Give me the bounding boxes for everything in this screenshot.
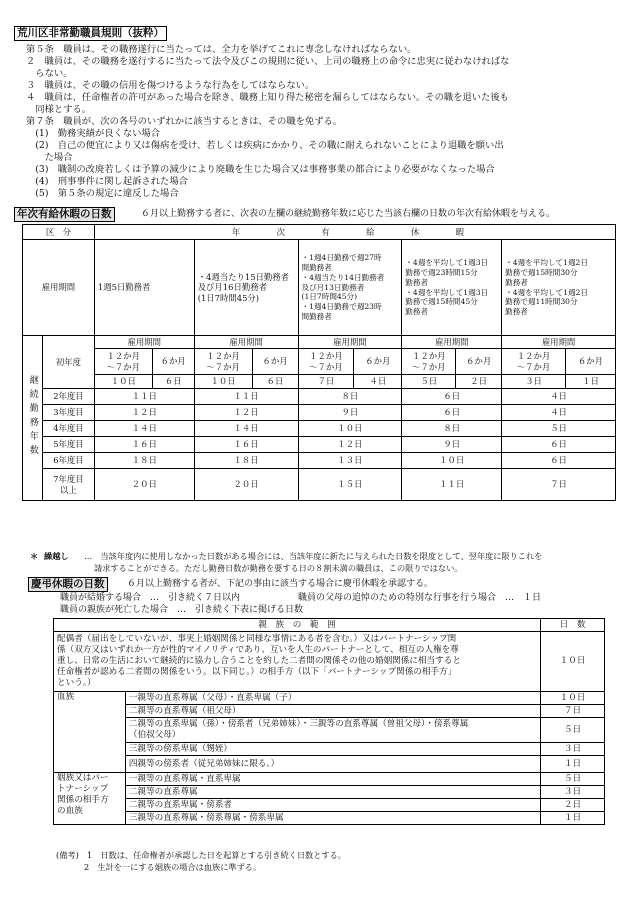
category-text: ・1週4日勤務で週23時 xyxy=(301,302,382,312)
table-row xyxy=(54,632,605,692)
category-text: (1日7時間45分) xyxy=(301,292,358,302)
year-label: 5年度目 xyxy=(42,437,94,453)
section3-line: 職員の親族が死亡した場合 … 引き続く下表に掲げる日数 xyxy=(60,605,304,615)
category-text: 勤務者 xyxy=(505,307,528,317)
category-text: 勤務で週11時間30分 xyxy=(505,297,578,307)
days-cell: ５日 xyxy=(541,718,605,743)
period-cell: １２か月 ～７か月 xyxy=(94,349,152,375)
article-line: (5) 第５条の規定に違反した場合 xyxy=(26,188,179,199)
days-cell: ９日 xyxy=(298,405,402,421)
relation-cell: 二親等の直系尊属（祖父母） xyxy=(125,705,540,718)
category-text: ・4週を平均して1週3日 xyxy=(405,258,489,268)
koyou-kikan-sub: 雇用期間 xyxy=(298,336,402,349)
days-cell: ８日 xyxy=(298,389,402,405)
days-cell: １日 xyxy=(566,375,616,389)
remark-line: (備考) 1 日数は、任命権者が承認した日を起算とする引き続く日数とする。 xyxy=(56,850,346,860)
note-term: 繰越し xyxy=(44,551,69,561)
category-cell xyxy=(298,240,402,336)
days-cell: １０日 xyxy=(194,375,252,389)
days-cell: ５日 xyxy=(402,375,456,389)
header-nenji: 年 次 有 給 休 暇 xyxy=(94,225,615,240)
keizoku-label: 継続勤務年数 xyxy=(23,336,43,501)
days-cell: １日 xyxy=(541,812,605,825)
table-row xyxy=(23,469,616,501)
category-text: 及び月16日勤務者 xyxy=(197,282,267,293)
days-cell: １０日 xyxy=(94,375,152,389)
days-cell: ２日 xyxy=(456,375,502,389)
category-text: 勤務者 xyxy=(405,277,429,287)
category-cell xyxy=(502,240,616,336)
note-line: 請求することができる。ただし勤務日数が勤務を要する日の８割未満の職員は、この限りではない。 xyxy=(94,563,463,573)
period-cell: ６か月 xyxy=(354,349,402,375)
days-cell: ５日 xyxy=(502,421,616,437)
category-text: ・1週4日勤務で週27時 xyxy=(301,253,382,263)
category-text: ・4週を平均して1週2日 xyxy=(505,287,588,297)
table-row xyxy=(54,756,605,773)
category-text: ・4週当たり14日勤務者 xyxy=(301,272,385,282)
days-cell: ９日 xyxy=(402,437,502,453)
relation-cell: 一親等の直系尊属・直系卑属 xyxy=(125,773,540,786)
days-cell: ７日 xyxy=(502,469,616,501)
relation-cell: 二親等の直系卑属（孫）・傍系者（兄弟姉妹）・三親等の直系尊属（曽祖父母）・傍系尊属 （伯叔父母） xyxy=(125,718,540,743)
article-line: 第５条 職員は、その職務遂行に当たっては、全力を挙げてこれに専念しなければならない。 xyxy=(26,44,417,55)
days-cell: ６日 xyxy=(502,437,616,453)
article-line: ３ 職員は、その職の信用を傷つけるような行為をしてはならない。 xyxy=(26,80,315,91)
article-line: ２ 職員は、その職務を遂行するに当たって法令及びこの規則に従い、上司の職務上の命令に忠実に従わなければな xyxy=(26,56,510,67)
table-row xyxy=(54,812,605,825)
category-cell xyxy=(194,240,298,336)
table-row xyxy=(23,421,616,437)
days-cell: １３日 xyxy=(298,453,402,469)
category-cell xyxy=(94,240,194,336)
table-row xyxy=(54,692,605,705)
section3-line: 職員の父母の追悼のための特別な行事を行う場合 … １日 xyxy=(298,593,542,603)
header-kubun: 区 分 xyxy=(23,225,95,240)
relation-cell: 一親等の直系尊属（父母）・直系卑属（子） xyxy=(125,692,540,705)
table-row xyxy=(23,405,616,421)
article-line: ４ 職員は、任命権者の許可があった場合を除き、職務上知り得た秘密を漏らしてはならない。その職を退いた後も xyxy=(26,92,509,103)
table-row xyxy=(54,773,605,786)
spouse-cell: 配偶者（届出をしていないが、事実上婚姻関係と同様な事情にある者を含む。）又はパートナーシップ関 係（双方又はいずれか一方が性的マイノリティであり、互いを人生のパートナーとして、相互の人権を尊 重し、日常の生活において継続的に協力し合うことを約した二者間の関係その他の婚姻関係に相当すると 任命権者が認める二者間の関係をいう。以下同じ。）の相手方（以下「パートナーシップ関係の相手方」 という。） xyxy=(54,632,541,692)
section3-line: 職員が結婚する場合 … 引き続く７日以内 xyxy=(60,593,241,603)
category-text: ・4週を平均して1週3日 xyxy=(405,287,489,297)
section3-title: 慶弔休暇の日数 xyxy=(28,577,108,592)
days-cell: ４日 xyxy=(354,375,402,389)
category-text: 勤務者 xyxy=(405,307,429,317)
days-cell: １８日 xyxy=(194,453,298,469)
days-cell: ６日 xyxy=(402,389,502,405)
annual-leave-table xyxy=(22,224,616,501)
days-cell: １６日 xyxy=(194,437,298,453)
table-row xyxy=(23,389,616,405)
period-cell: ６か月 xyxy=(456,349,502,375)
days-cell: ４日 xyxy=(502,405,616,421)
header-days: 日 数 xyxy=(541,619,605,632)
period-cell: １２か月 ～７か月 xyxy=(298,349,354,375)
koyou-kikan-label: 雇用期間 xyxy=(23,240,95,336)
days-cell: １１日 xyxy=(402,469,502,501)
days-cell: １１日 xyxy=(194,389,298,405)
period-cell: ６か月 xyxy=(152,349,194,375)
table-row xyxy=(23,453,616,469)
days-cell: １０日 xyxy=(541,632,605,692)
category-text: ・4週当たり15日勤務者 xyxy=(197,271,290,282)
year-label: 3年度目 xyxy=(42,405,94,421)
days-cell: ３日 xyxy=(541,743,605,756)
category-text: ・4週を平均して1週2日 xyxy=(505,258,588,268)
days-cell: ５日 xyxy=(541,773,605,786)
period-cell: １２か月 ～７か月 xyxy=(402,349,456,375)
year-label: 6年度目 xyxy=(42,453,94,469)
relation-cell: 三親等の直系尊属・傍系尊属・傍系卑属 xyxy=(125,812,540,825)
days-cell: １４日 xyxy=(194,421,298,437)
koyou-kikan-sub: 雇用期間 xyxy=(402,336,502,349)
remark-line: 2 生計を一にする姻族の場合は血族に準ずる。 xyxy=(84,862,262,872)
category-text: 勤務者 xyxy=(505,277,528,287)
inlaw-label: 姻族又はパー トナーシップ 関係の相手方 の血族 xyxy=(54,773,126,825)
article-line: (4) 刑事事件に関し起訴された場合 xyxy=(26,176,188,187)
article-line: (2) 自己の便宜により又は傷病を受け、若しくは疾病にかかり、その職に耐えられないことにより退職を願い出 xyxy=(26,140,504,151)
category-text: 勤務で週15時間30分 xyxy=(505,267,578,277)
table-row xyxy=(23,437,616,453)
days-cell: ３日 xyxy=(541,786,605,799)
days-cell: １日 xyxy=(541,756,605,773)
days-cell: ８日 xyxy=(402,421,502,437)
days-cell: １８日 xyxy=(94,453,194,469)
days-cell: ２日 xyxy=(541,799,605,812)
days-cell: ２０日 xyxy=(194,469,298,501)
section1-title: 荒川区非常勤職員規則（抜粋） xyxy=(14,26,167,41)
days-cell: ７日 xyxy=(541,705,605,718)
days-cell: ３日 xyxy=(502,375,566,389)
period-cell: ６か月 xyxy=(252,349,298,375)
article-line: た場合 xyxy=(26,152,73,163)
category-text: 勤務で週15時間45分 xyxy=(405,297,478,307)
article-line: らない。 xyxy=(26,68,73,79)
section3-desc: ６月以上勤務する者が、下記の事由に該当する場合に慶弔休暇を承認する。 xyxy=(127,579,434,589)
days-cell: １０日 xyxy=(541,692,605,705)
condolence-leave-table xyxy=(53,618,605,825)
article-line: (3) 職制の改廃若しくは予算の減少により廃職を生じた場合又は事務事業の都合により必要がなくなった場合 xyxy=(26,164,495,175)
category-text: 及び月13日勤務者 xyxy=(301,282,365,292)
days-cell: １２日 xyxy=(298,437,402,453)
period-cell: １２か月 ～７か月 xyxy=(502,349,566,375)
days-cell: ６日 xyxy=(152,375,194,389)
category-text: 勤務で週23時間15分 xyxy=(405,267,478,277)
note-line: … 当該年度内に使用しなかった日数がある場合には、当該年度に新たに与えられた日数を限度として、翌年度に限りこれを xyxy=(84,551,543,561)
period-cell: １２か月 ～７か月 xyxy=(194,349,252,375)
days-cell: １０日 xyxy=(298,421,402,437)
period-cell: ６か月 xyxy=(566,349,616,375)
article-line: 同様とする。 xyxy=(26,104,92,115)
days-cell: １６日 xyxy=(94,437,194,453)
category-cell xyxy=(402,240,502,336)
days-cell: １５日 xyxy=(298,469,402,501)
article-line: 第７条 職員が、次の各号のいずれかに該当するときは、その職を免ずる。 xyxy=(26,116,343,127)
year-label: 7年度目 以上 xyxy=(42,469,94,501)
note-star: ＊ xyxy=(30,551,39,561)
days-cell: ７日 xyxy=(298,375,354,389)
shonendo-label: 初年度 xyxy=(42,336,94,389)
section2-desc: ６月以上勤務する者に、次表の左欄の継続勤務年数に応じた当該右欄の日数の年次有給休暇を与える。 xyxy=(141,209,556,219)
category-text: (1日7時間45分) xyxy=(197,292,260,303)
days-cell: ６日 xyxy=(402,405,502,421)
year-label: 4年度目 xyxy=(42,421,94,437)
relation-cell: 二親等の直系尊属 xyxy=(125,786,540,799)
days-cell: ６日 xyxy=(252,375,298,389)
category-text: 間勤務者 xyxy=(301,311,332,321)
year-label: 2年度目 xyxy=(42,389,94,405)
days-cell: １２日 xyxy=(94,405,194,421)
days-cell: ６日 xyxy=(502,453,616,469)
table-row xyxy=(54,718,605,743)
category-text: 間勤務者 xyxy=(301,263,332,272)
koyou-kikan-sub: 雇用期間 xyxy=(94,336,194,349)
koyou-kikan-sub: 雇用期間 xyxy=(194,336,298,349)
relation-cell: 二親等の直系卑属・傍系者 xyxy=(125,799,540,812)
days-cell: １２日 xyxy=(194,405,298,421)
blood-label: 血族 xyxy=(54,692,126,773)
table-row xyxy=(54,705,605,718)
table-row xyxy=(54,786,605,799)
days-cell: ２０日 xyxy=(94,469,194,501)
article-line: (1) 勤務実績が良くない場合 xyxy=(26,128,161,139)
relation-cell: 三親等の傍系卑属（甥姪） xyxy=(125,743,540,756)
days-cell: ４日 xyxy=(502,389,616,405)
koyou-kikan-sub: 雇用期間 xyxy=(502,336,616,349)
section2-title: 年次有給休暇の日数 xyxy=(14,207,115,222)
days-cell: １０日 xyxy=(402,453,502,469)
header-range: 親 族 の 範 囲 xyxy=(54,619,541,632)
category-text: 1週5日勤務者 xyxy=(97,282,151,293)
days-cell: １１日 xyxy=(94,389,194,405)
relation-cell: 四親等の傍系者（従兄弟姉妹に限る。） xyxy=(125,756,540,773)
days-cell: １４日 xyxy=(94,421,194,437)
table-row xyxy=(54,743,605,756)
table-row xyxy=(54,799,605,812)
